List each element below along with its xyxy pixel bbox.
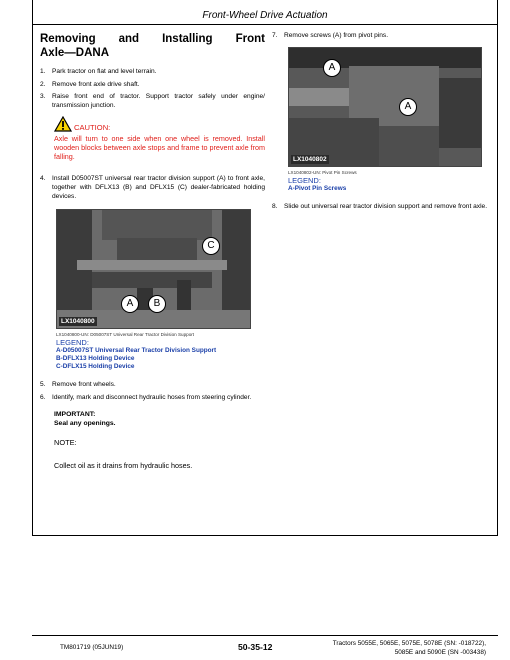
legend — [56, 338, 265, 371]
footer-doc-id: TM801719 (05JUN19) — [60, 644, 124, 651]
callout-a: A — [121, 295, 139, 313]
pivot-pin-photo — [289, 48, 481, 166]
title-word: and — [118, 33, 140, 45]
important-label: IMPORTANT: — [54, 411, 96, 419]
legend-item: C-DFLX15 Holding Device — [56, 363, 135, 371]
caution-label: CAUTION: — [74, 123, 111, 133]
important-text: Seal any openings. — [54, 420, 116, 428]
figure-id: LX1040802 — [293, 155, 327, 163]
footer-rule — [32, 635, 498, 636]
header-rule — [32, 24, 498, 25]
figure-caption: LX1040802-UN: Pivot Pin Screws — [288, 169, 357, 175]
step-2: 2. Remove front axle drive shaft. — [40, 80, 140, 88]
legend — [288, 176, 494, 193]
warning-triangle-icon — [54, 116, 72, 132]
figure-pivot-pins — [288, 47, 482, 167]
step-4: 4. Install D05007ST universal rear tractor division support (A) to front axle, together with DFLX13 (B) and DFLX15 (C) dealer-fabricated holding devices. — [40, 175, 265, 200]
footer-models: Tractors 5055E, 5065E, 5075E, 5078E (SN: -018722), 5085E and 5090E (SN -003438) — [332, 640, 486, 656]
callout-a-top: A — [323, 59, 341, 77]
important-block — [54, 410, 265, 428]
caution-text: Axle will turn to one side when one wheel is removed. Install wooden blocks between axle stops and frame to prevent axle from falling. — [54, 134, 265, 162]
caution-block — [54, 116, 265, 132]
step-5: 5. Remove front wheels. — [40, 381, 116, 389]
title-word: Front — [235, 33, 265, 45]
header-title: Front-Wheel Drive Actuation — [202, 10, 328, 21]
callout-c: C — [202, 237, 220, 255]
callout-b: B — [148, 295, 166, 313]
step-7: 7. Remove screws (A) from pivot pins. — [272, 32, 389, 39]
right-column — [272, 32, 494, 215]
legend-item: A-Pivot Pin Screws — [288, 184, 347, 192]
legend-title: LEGEND: — [288, 175, 321, 185]
step-1: 1. Park tractor on flat and level terrain. — [40, 68, 157, 75]
title-line-2: Axle—DANA — [40, 47, 110, 59]
steps-b — [40, 381, 265, 402]
note-label: NOTE: — [54, 438, 77, 448]
section-title — [40, 32, 265, 60]
title-word: Removing — [40, 33, 96, 45]
figure-axle-support — [56, 209, 251, 329]
legend-item: A-D05007ST Universal Rear Tractor Division Support — [56, 347, 217, 355]
legend-title: LEGEND: — [56, 338, 89, 348]
footer-page-number: 50-35-12 — [238, 642, 273, 652]
figure-caption: LX1040800-UN: D05007ST Universal Rear Tractor Division Support — [56, 332, 195, 338]
legend-item: B-DFLX13 Holding Device — [56, 355, 135, 363]
left-column — [40, 32, 265, 470]
step-8: 8. Slide out universal rear tractor division support and remove front axle. — [272, 202, 488, 210]
note-text: Collect oil as it drains from hydraulic hoses. — [54, 461, 193, 471]
step-3: 3. Raise front end of tractor. Support tractor safely under engine/ transmission junction. — [40, 93, 265, 109]
step-6: 6. Identify, mark and disconnect hydraulic hoses from steering cylinder. — [40, 393, 252, 401]
callout-a-bottom: A — [399, 98, 417, 116]
title-word: Installing — [162, 33, 213, 45]
figure-id: LX1040800 — [61, 318, 95, 326]
